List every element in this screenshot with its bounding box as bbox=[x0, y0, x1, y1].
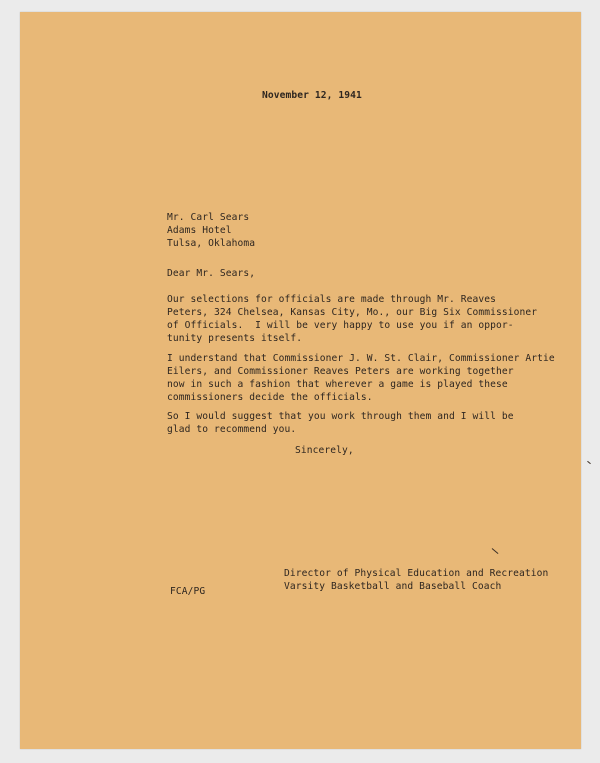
letter-date: November 12, 1941 bbox=[262, 90, 362, 101]
signature-line: Varsity Basketball and Baseball Coach bbox=[284, 581, 502, 592]
paragraph-line: Our selections for officials are made through Mr. Reaves bbox=[167, 294, 497, 305]
paragraph-line: I understand that Commissioner J. W. St. Clair, Commissioner Artie bbox=[167, 353, 555, 364]
letter-page bbox=[20, 12, 581, 749]
salutation: Dear Mr. Sears, bbox=[167, 268, 256, 279]
paragraph-line: Eilers, and Commissioner Reaves Peters are working together bbox=[167, 366, 514, 377]
pen-mark bbox=[492, 548, 499, 554]
signature-block bbox=[284, 567, 548, 593]
body-paragraph bbox=[167, 293, 537, 345]
signature-line: Director of Physical Education and Recreation bbox=[284, 568, 549, 579]
address-line: Adams Hotel bbox=[167, 225, 232, 236]
body-paragraph bbox=[167, 352, 555, 404]
address-line: Tulsa, Oklahoma bbox=[167, 238, 256, 249]
closing: Sincerely, bbox=[295, 445, 354, 456]
typist-initials: FCA/PG bbox=[170, 586, 206, 597]
paragraph-line: tunity presents itself. bbox=[167, 333, 303, 344]
paragraph-line: Peters, 324 Chelsea, Kansas City, Mo., our Big Six Commissioner bbox=[167, 307, 538, 318]
paragraph-line: glad to recommend you. bbox=[167, 424, 297, 435]
recipient-address bbox=[167, 211, 255, 250]
paragraph-line: commissioners decide the officials. bbox=[167, 392, 373, 403]
address-line: Mr. Carl Sears bbox=[167, 212, 250, 223]
paragraph-line: now in such a fashion that wherever a game is played these bbox=[167, 379, 508, 390]
paragraph-line: of Officials. I will be very happy to use you if an oppor- bbox=[167, 320, 514, 331]
body-paragraph bbox=[167, 410, 514, 436]
paragraph-line: So I would suggest that you work through them and I will be bbox=[167, 411, 514, 422]
pen-mark bbox=[587, 461, 591, 464]
